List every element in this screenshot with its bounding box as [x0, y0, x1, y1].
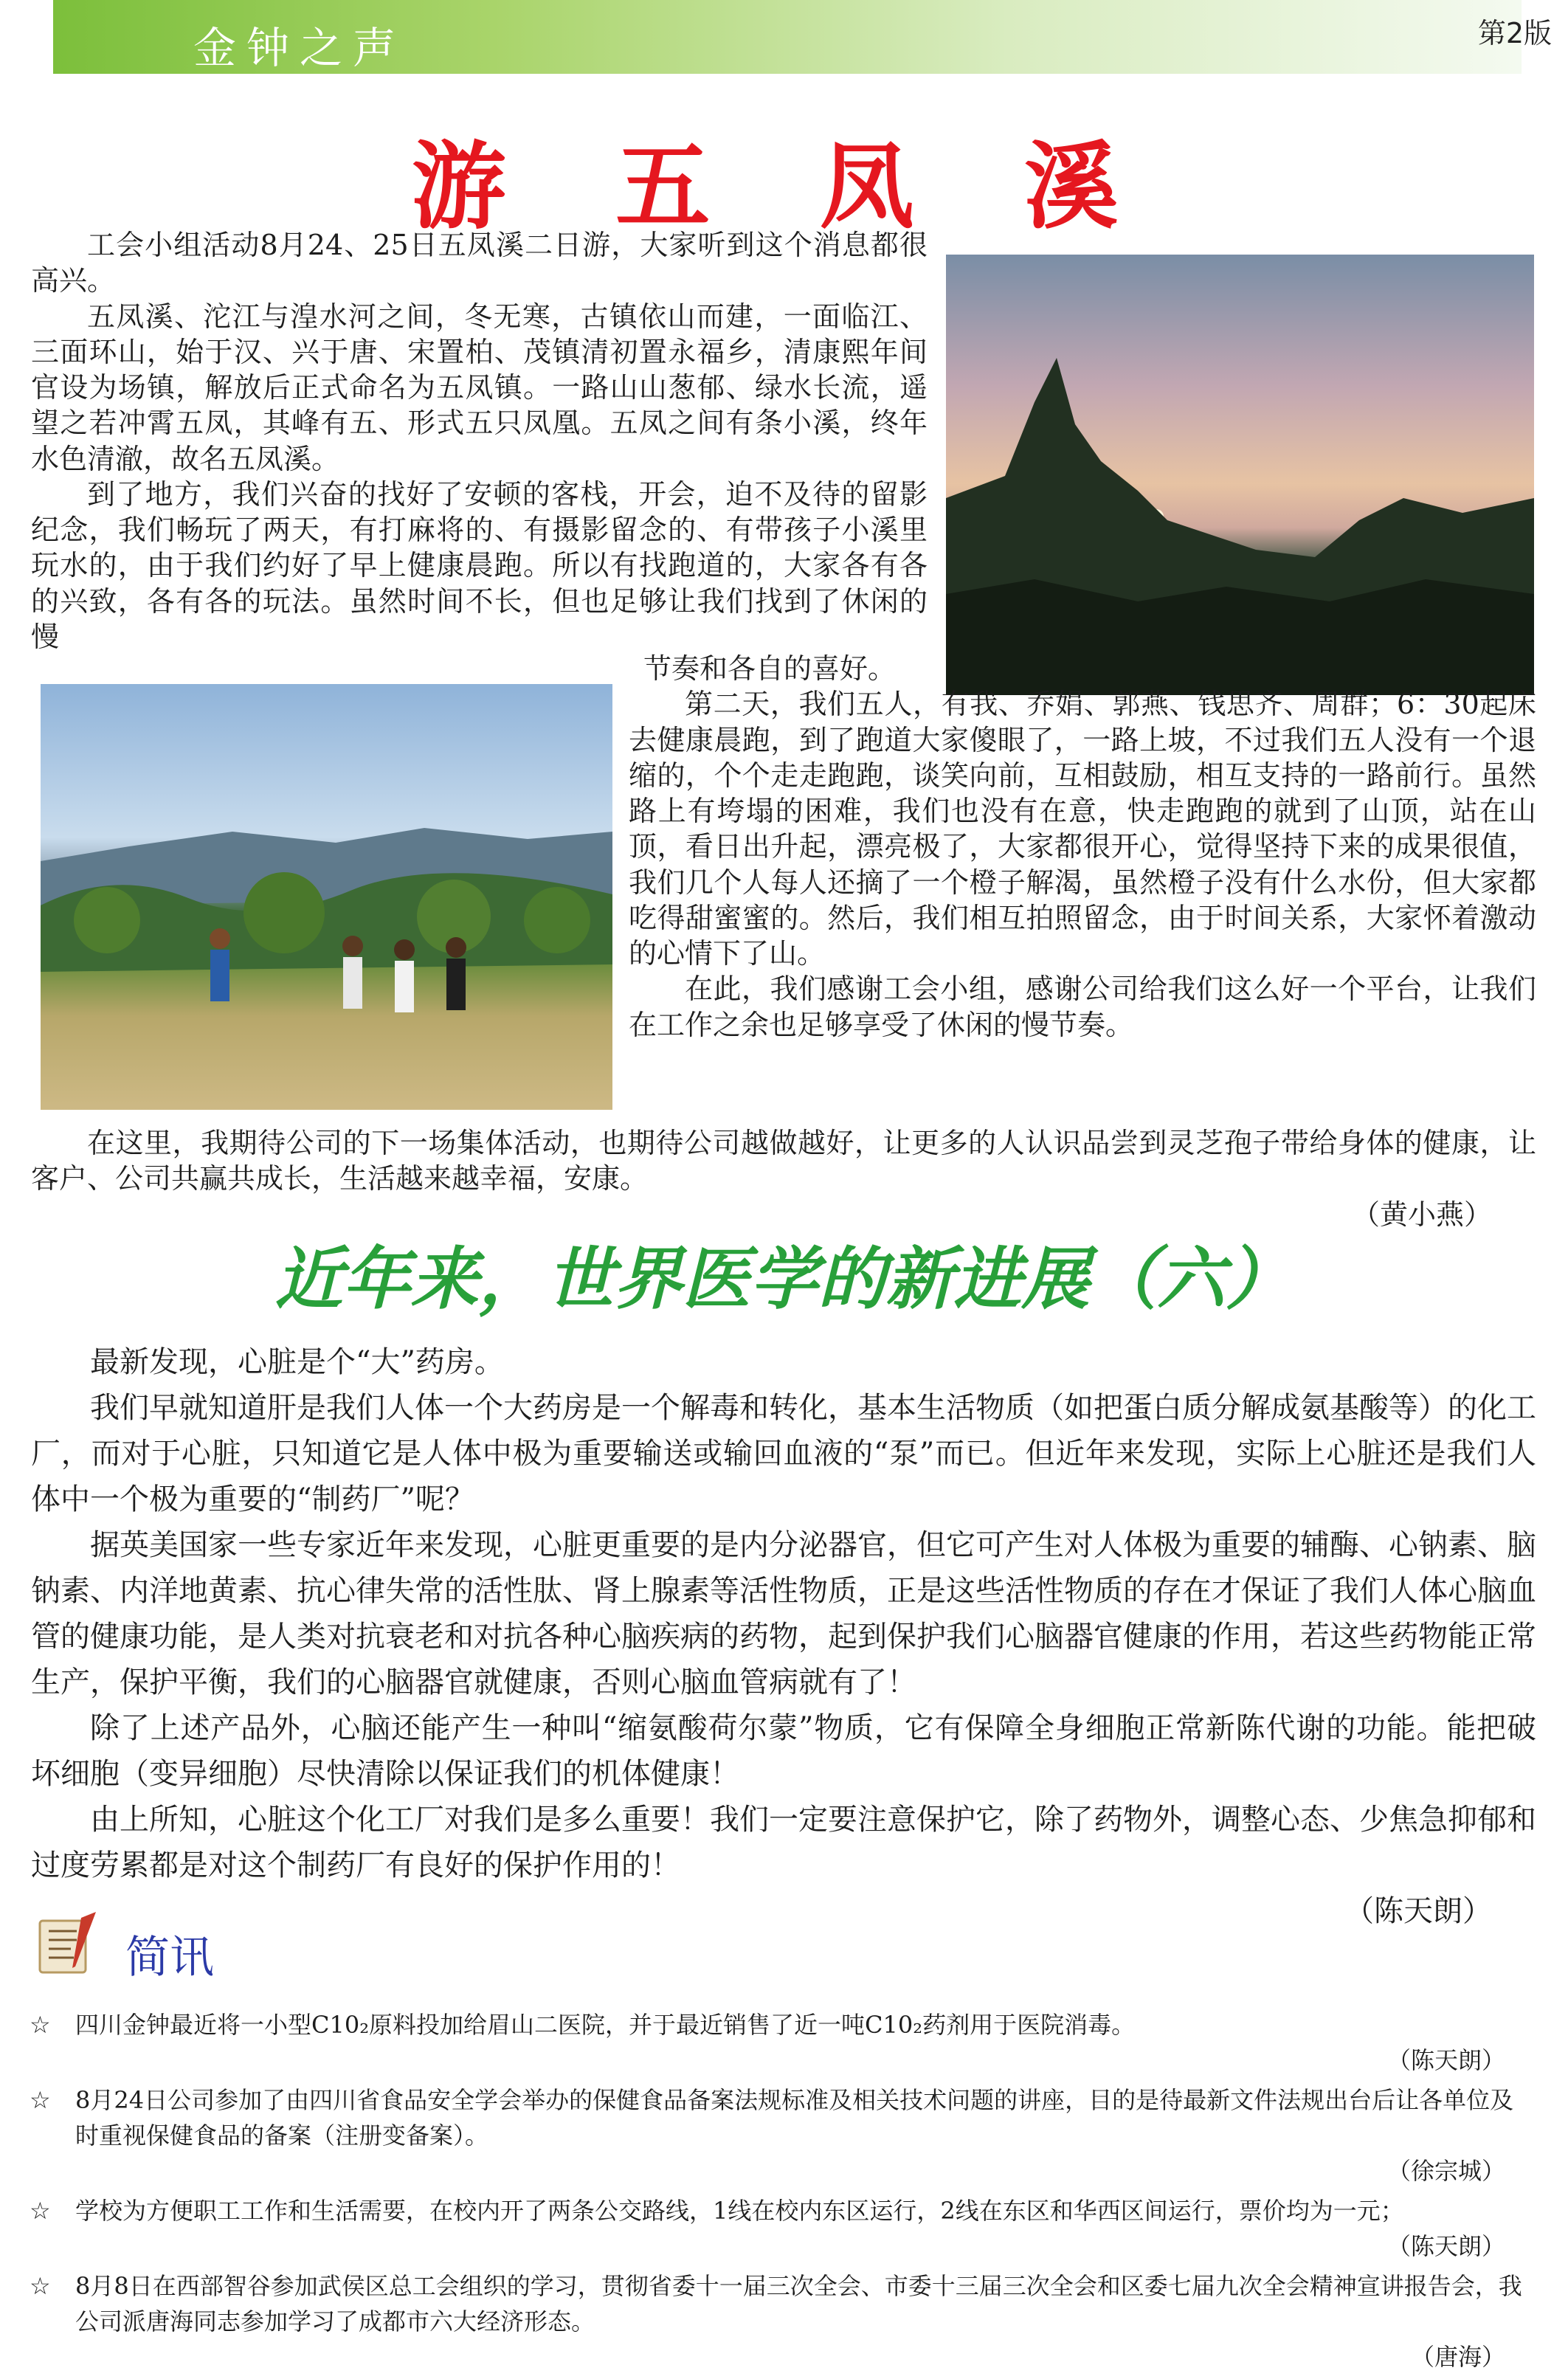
- newsletter-title: 金钟之声: [193, 23, 407, 73]
- news-text: 四川金钟最近将一小型C10₂原料投加给眉山二医院，并于最近销售了近一吨C10₂药剂用于医院消毒。: [75, 2011, 1136, 2039]
- news-item: [30, 2007, 1535, 2078]
- article1-paragraph: 在这里，我期待公司的下一场集体活动，也期待公司越做越好，让更多的人认识品尝到灵芝孢子带给身体的健康，让客户、公司共赢共成长，生活越来越幸福，安康。: [31, 1127, 1536, 1195]
- news-text: 学校为方便职工工作和生活需要，在校内开了两条公交路线，1线在校内东区运行，2线在东区和华西区间运行，票价均为一元；: [75, 2197, 1404, 2225]
- article1-top-text: [31, 227, 928, 655]
- star-icon: ☆: [30, 2011, 51, 2039]
- article1-author: （黄小燕）: [1351, 1198, 1492, 1231]
- article2-paragraph: 除了上述产品外，心脑还能产生一种叫“缩氨酸荷尔蒙”物质，它有保障全身细胞正常新陈代谢的功能。能把破坏细胞（变异细胞）尽快清除以保证我们的机体健康！: [31, 1711, 1536, 1791]
- article1-bottom-text: [31, 1125, 1536, 1232]
- article1-paragraph: 第二天，我们五人，有我、乔娟、郭燕、钱思齐、周群；6：30起床去健康晨跑，到了跑道大家傻眼了，一路上坡，不过我们五人没有一个退缩的，个个走走跑跑，谈笑向前，互相鼓励，相互支持的一路前行。虽然路上有垮塌的困难，我们也没有在意，快走跑跑的就到了山顶，站在山顶，看日出升起，漂亮极了，大家都很开心，觉得坚持下来的成果很值，我们几个人每人还摘了一个橙子解渴，虽然橙子没有什么水份，但大家都吃得甜蜜蜜的。然后，我们相互拍照留念，由于时间关系，大家怀着激动的心情下了山。: [629, 688, 1536, 970]
- article2-body: [31, 1339, 1536, 1934]
- article2-paragraph: 据英美国家一些专家近年来发现，心脏更重要的是内分泌器官，但它可产生对人体极为重要的辅酶、心钠素、脑钠素、内洋地黄素、抗心律失常的活性肽、肾上腺素等活性物质，正是这些活性物质的存在才保证了我们人体心脑血管的健康功能，是人类对抗衰老和对抗各种心脑疾病的药物，起到保护我们心脑器官健康的作用，若这些药物能正常生产，保护平衡，我们的心脑器官就健康，否则心脑血管病就有了！: [31, 1528, 1536, 1699]
- news-author: （徐宗城）: [1386, 2157, 1505, 2185]
- article2-paragraph: 由上所知，心脏这个化工厂对我们是多么重要！我们一定要注意保护它，除了药物外，调整心态、少焦急抑郁和过度劳累都是对这个制药厂有良好的保护作用的！: [31, 1803, 1536, 1882]
- group-photo: [41, 684, 612, 1110]
- news-author: （唐海）: [1410, 2343, 1505, 2371]
- news-text: 8月8日在西部智谷参加武侯区总工会组织的学习，贯彻省委十一届三次全会、市委十三届三次全会和区委七届九次全会精神宣讲报告会，我公司派唐海同志参加学习了成都市六大经济形态。: [75, 2272, 1522, 2335]
- star-icon: ☆: [30, 2086, 51, 2114]
- article2-paragraph: 我们早就知道肝是我们人体一个大药房是一个解毒和转化，基本生活物质（如把蛋白质分解成氨基酸等）的化工厂，而对于心脏，只知道它是人体中极为重要输送或输回血液的“泵”而已。但近年来发现，实际上心脏还是我们人体中一个极为重要的“制药厂”呢？: [31, 1391, 1536, 1516]
- news-item: [30, 2082, 1535, 2189]
- article1-paragraph: 在此，我们感谢工会小组，感谢公司给我们这么好一个平台，让我们在工作之余也足够享受了休闲的慢节奏。: [629, 973, 1536, 1041]
- article1-paragraph: 工会小组活动8月24、25日五凤溪二日游，大家听到这个消息都很高兴。: [31, 229, 928, 297]
- article2-paragraph: 最新发现，心脏是个“大”药房。: [90, 1345, 504, 1379]
- page-number: 第2版: [1477, 17, 1552, 49]
- news-list: [30, 2007, 1535, 2379]
- header-bar: [53, 0, 1522, 74]
- sunset-photo: [946, 255, 1534, 695]
- news-text: 8月24日公司参加了由四川省食品安全学会举办的保健食品备案法规标准及相关技术问题的讲座，目的是待最新文件法规出台后让各单位及时重视保健食品的备案（注册变备案）。: [75, 2086, 1514, 2150]
- news-item: [30, 2268, 1535, 2375]
- star-icon: ☆: [30, 2197, 51, 2225]
- article1-title: 游 五 凤 溪: [411, 131, 1157, 242]
- article1-right-text: [629, 651, 1536, 1043]
- article2-author: （陈天朗）: [1344, 1894, 1492, 1928]
- group-hiking-image: [41, 684, 612, 1110]
- news-title: 简讯: [125, 1932, 214, 1983]
- article2-title: 近年来，世界医学的新进展（六）: [274, 1240, 1294, 1319]
- sunset-landscape-image: [946, 255, 1534, 695]
- article1-paragraph: 到了地方，我们兴奋的找好了安顿的客栈，开会，迫不及待的留影纪念，我们畅玩了两天，有打麻将的、有摄影留念的、有带孩子小溪里玩水的，由于我们约好了早上健康晨跑。所以有找跑道的，大家各有各的兴致，各有各的玩法。虽然时间不长，但也足够让我们找到了休闲的慢: [31, 477, 928, 653]
- news-item: [30, 2193, 1535, 2264]
- news-author: （陈天朗）: [1386, 2232, 1505, 2260]
- star-icon: ☆: [30, 2272, 51, 2300]
- scroll-icon: [30, 1907, 103, 1981]
- article1-paragraph: 节奏和各自的喜好。: [643, 652, 897, 685]
- news-header: [30, 1907, 325, 1981]
- article1-paragraph: 五凤溪、沱江与湟水河之间，冬无寒，古镇依山而建，一面临江、三面环山，始于汉、兴于唐、宋置柏、茂镇清初置永福乡，清康熙年间官设为场镇，解放后正式命名为五凤镇。一路山山葱郁、绿水长流，遥望之若冲霄五凤，其峰有五、形式五只凤凰。五凤之间有条小溪，终年水色清澈，故名五凤溪。: [31, 300, 928, 475]
- news-author: （陈天朗）: [1386, 2046, 1505, 2074]
